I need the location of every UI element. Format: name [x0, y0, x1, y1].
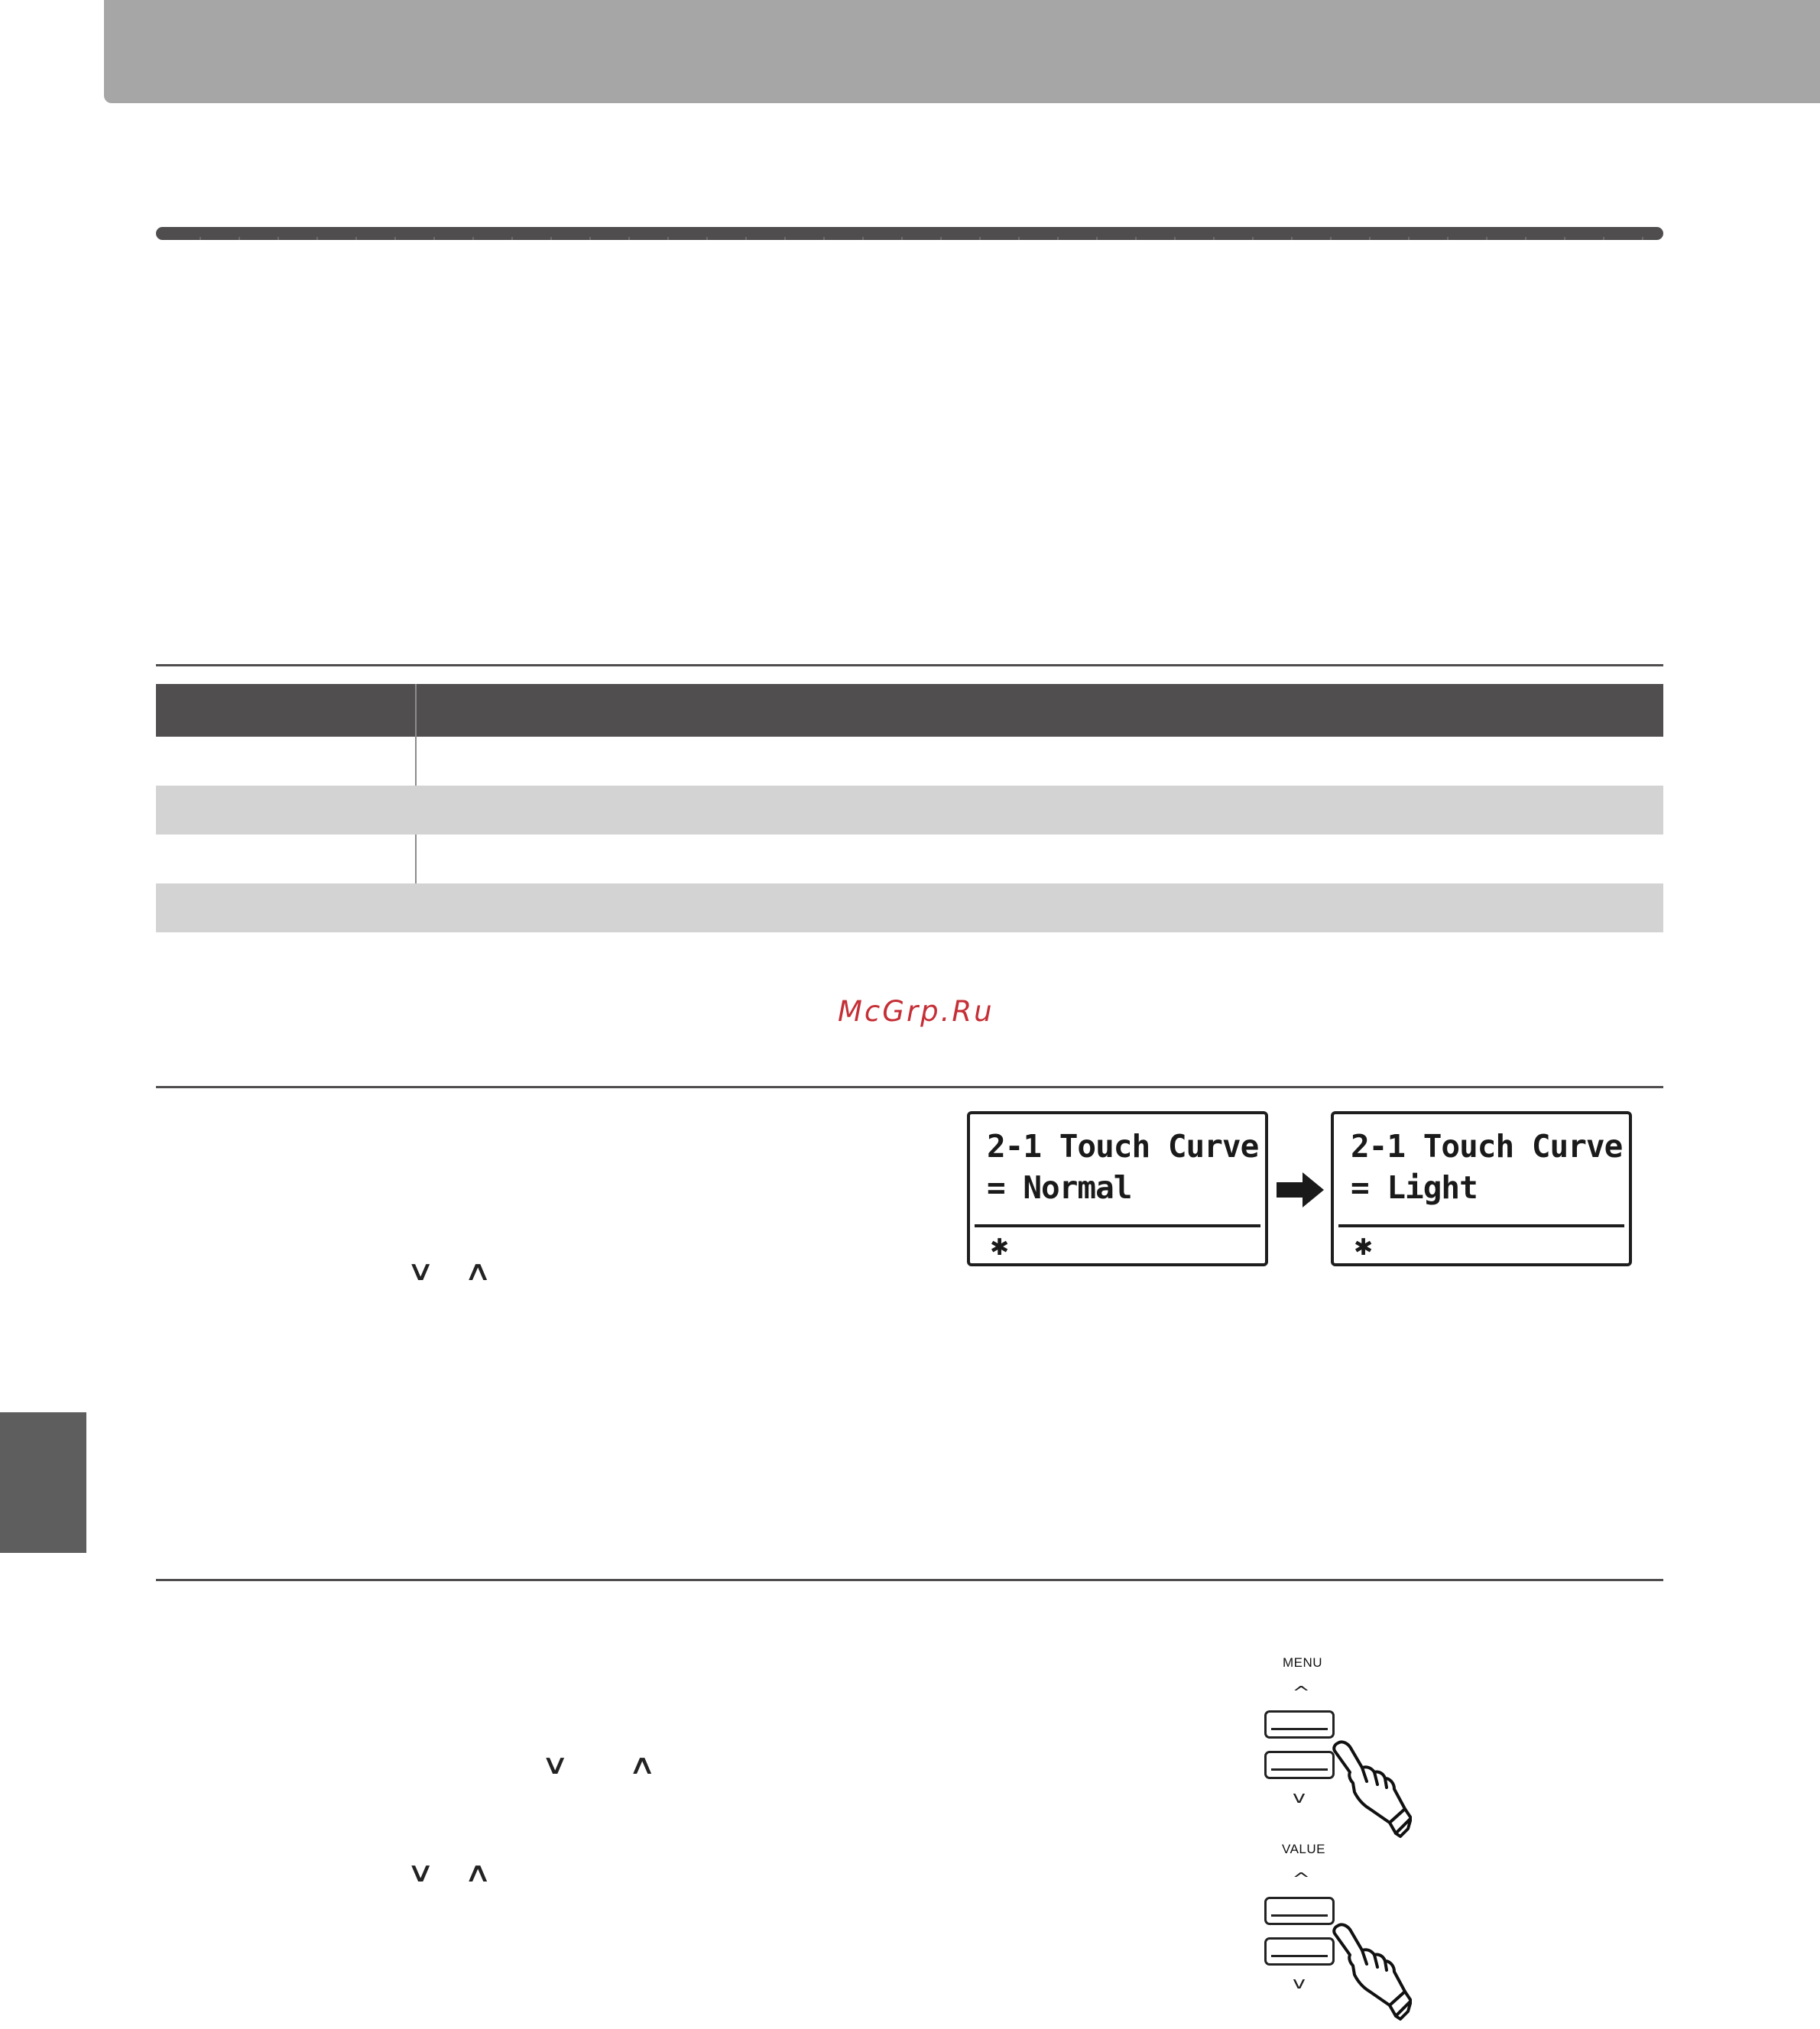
table-row — [156, 835, 1663, 883]
value-label: VALUE — [1282, 1842, 1325, 1856]
lcd-line-2: = Light — [1351, 1169, 1478, 1206]
chevron-up-icon: ∧ — [463, 1857, 492, 1888]
value-down-caret-icon: v — [1293, 1974, 1306, 1993]
lcd-line-2: = Normal — [987, 1169, 1132, 1206]
value-up-caret-icon: ^ — [1292, 1870, 1311, 1889]
menu-up-caret-icon: ^ — [1292, 1684, 1311, 1703]
lcd-display-after — [1331, 1111, 1632, 1266]
chapter-side-tab — [0, 1412, 86, 1553]
chevron-down-icon: ∨ — [540, 1749, 569, 1781]
lcd-display-before — [967, 1111, 1268, 1266]
chevron-down-icon: ∨ — [406, 1256, 435, 1287]
bluetooth-icon: ✱ — [1354, 1234, 1374, 1261]
section-divider-1 — [156, 1086, 1663, 1088]
table-row — [156, 786, 1663, 835]
section-divider-2 — [156, 1579, 1663, 1581]
table-row — [156, 737, 1663, 786]
menu-down-button[interactable] — [1264, 1751, 1335, 1779]
chevron-up-icon: ∧ — [628, 1749, 657, 1781]
menu-down-caret-icon: v — [1293, 1788, 1306, 1807]
touch-curve-table — [156, 684, 1663, 932]
lcd-line-1: 2-1 Touch Curve — [987, 1128, 1259, 1165]
pressing-hand-icon — [1332, 1921, 1412, 2028]
menu-label: MENU — [1283, 1655, 1323, 1670]
lcd-line-1: 2-1 Touch Curve — [1351, 1128, 1623, 1165]
value-up-button[interactable] — [1264, 1897, 1335, 1925]
arrow-right-icon — [1277, 1172, 1324, 1207]
section-title-rule — [156, 227, 1663, 240]
watermark-text: McGrp.Ru — [838, 995, 994, 1028]
bluetooth-icon: ✱ — [990, 1234, 1010, 1261]
chevron-up-icon: ∧ — [463, 1256, 492, 1287]
table-top-divider — [156, 664, 1663, 666]
table-header-row — [156, 684, 1663, 737]
chevron-down-icon: ∨ — [406, 1857, 435, 1888]
value-down-button[interactable] — [1264, 1937, 1335, 1966]
pressing-hand-icon — [1332, 1739, 1412, 1846]
header-band — [104, 0, 1820, 103]
menu-up-button[interactable] — [1264, 1710, 1335, 1739]
table-row — [156, 883, 1663, 932]
